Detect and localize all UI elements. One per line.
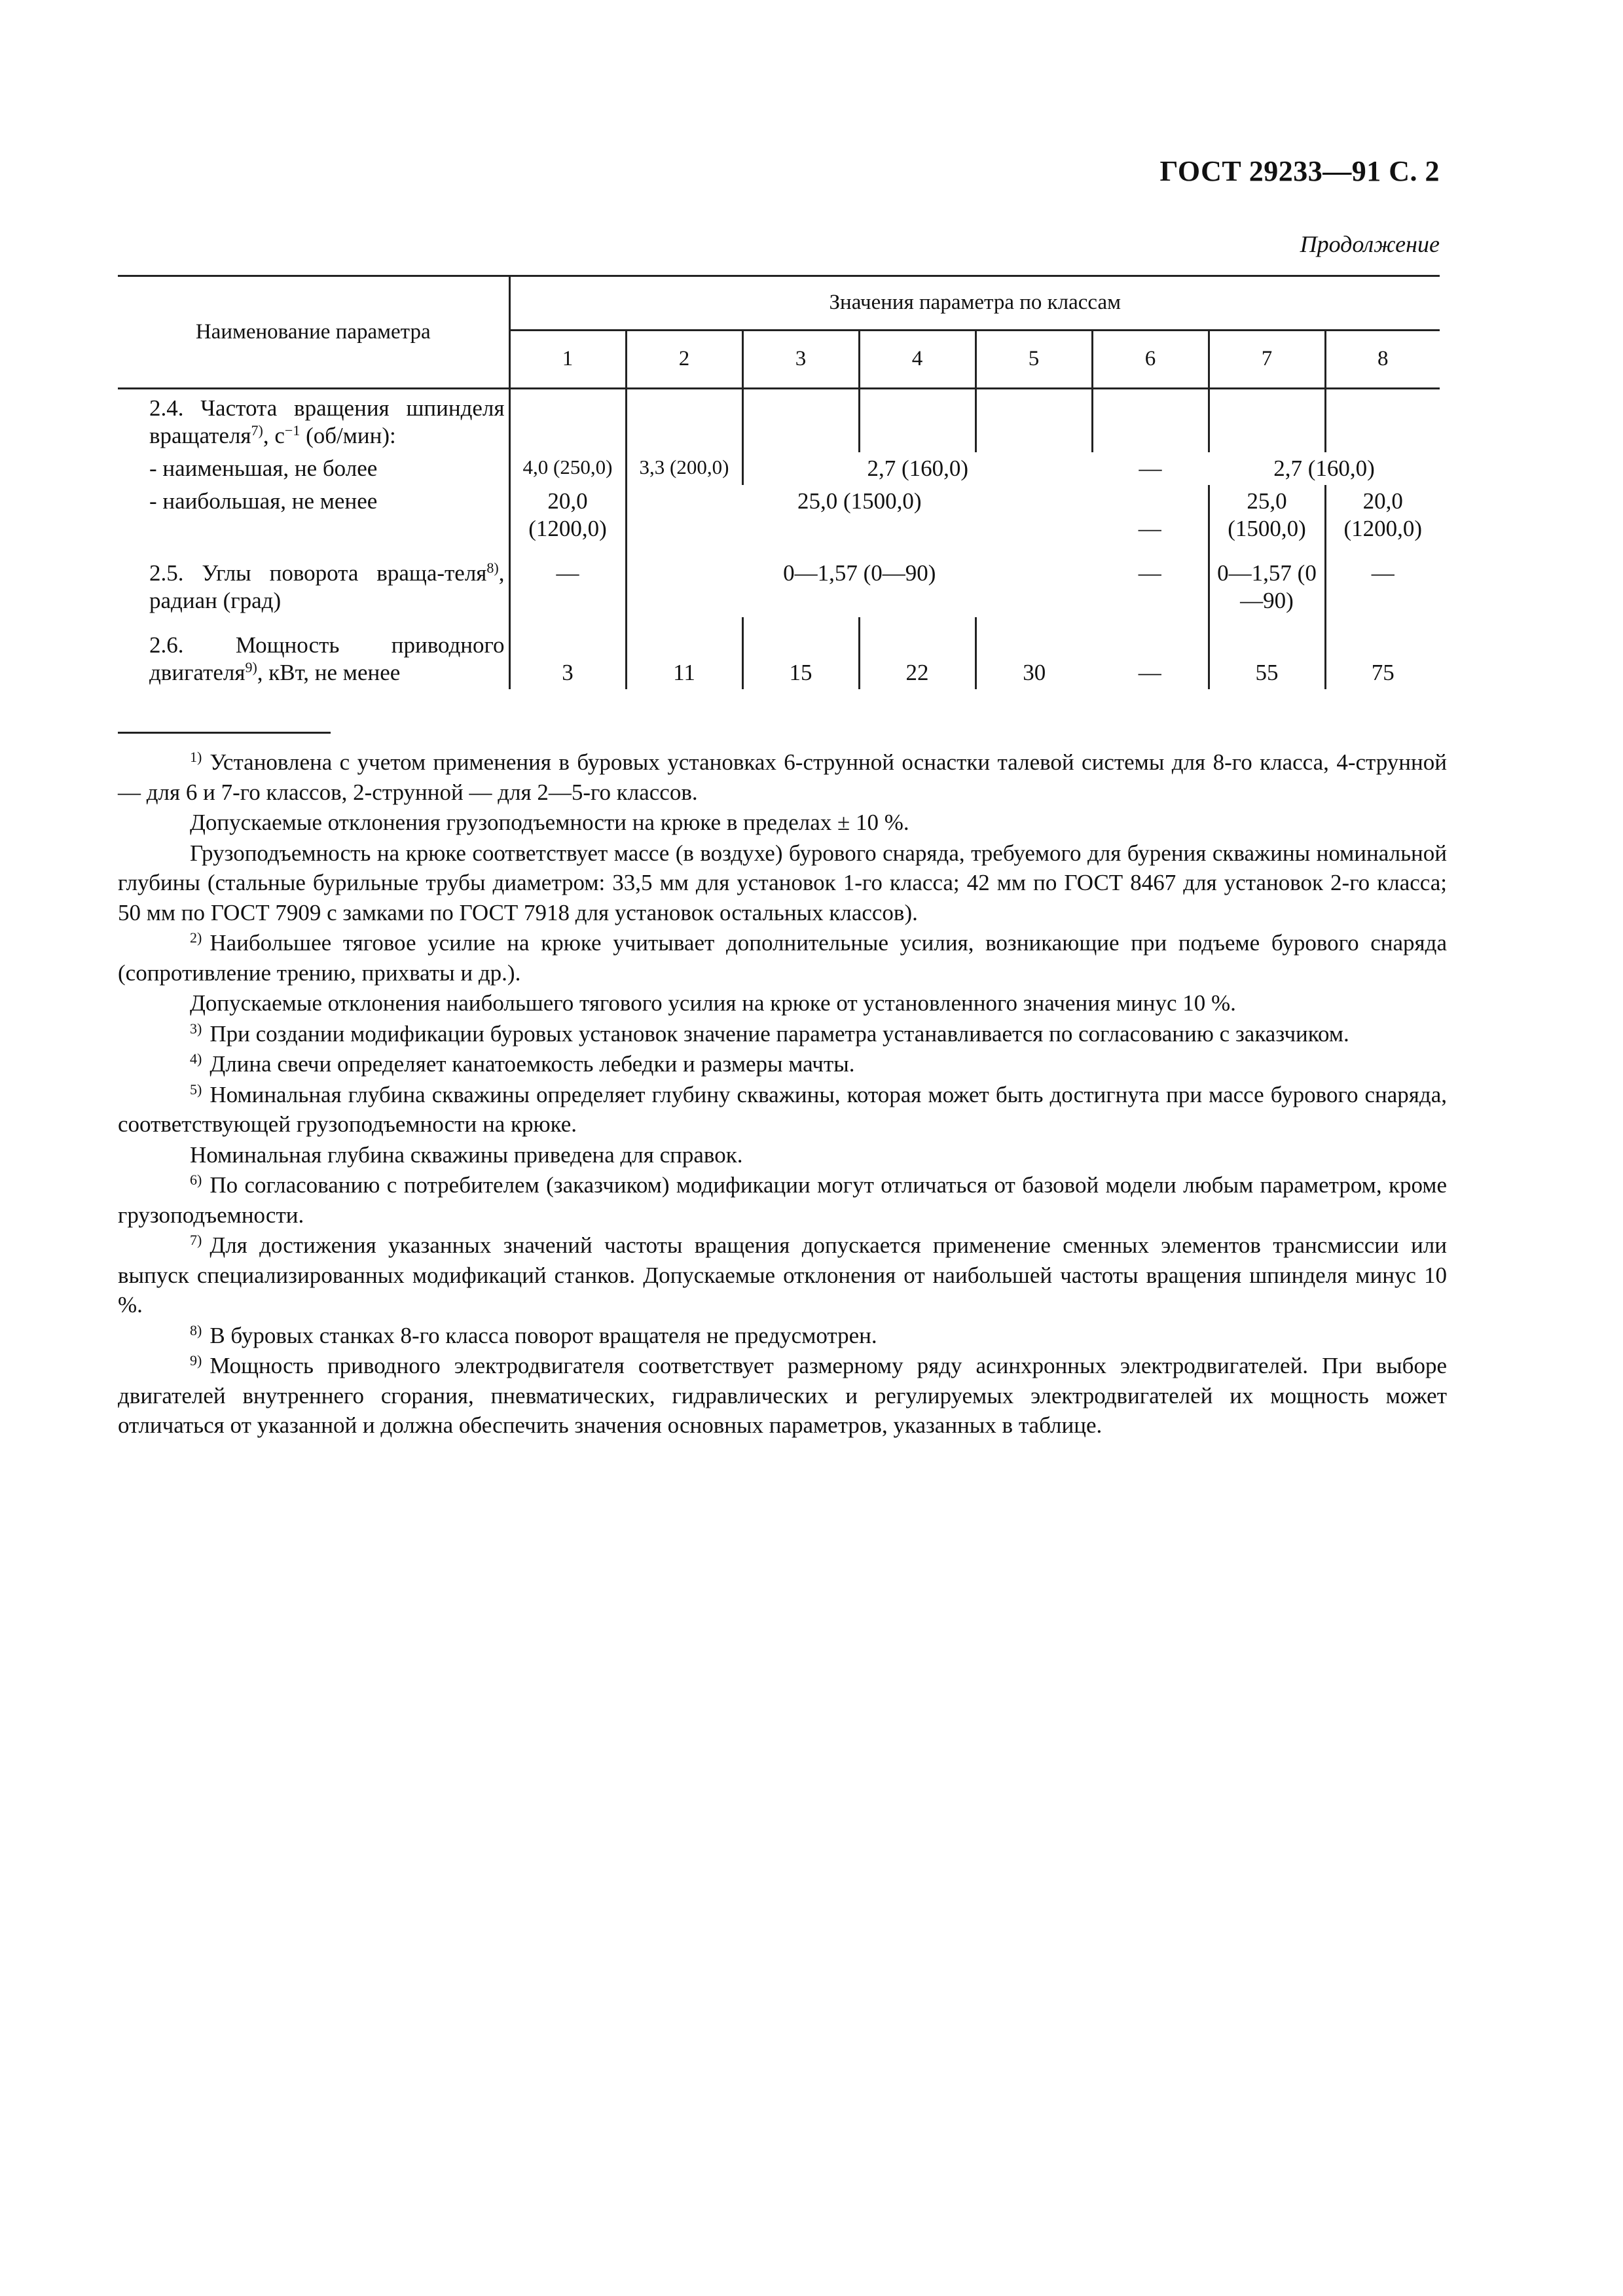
footnote-mark: 4) xyxy=(190,1050,202,1067)
param-2-4-title: 2.4. Частота вращения шпинделя вращателя$^{7)}$, $с^{-1}$ (об/мин): xyxy=(149,395,505,448)
cell-2-4-min-class-7-8: 2,7 (160,0) xyxy=(1273,456,1375,481)
cell-2-4-min-class-2: 3,3 (200,0) xyxy=(626,452,742,485)
param-2-4-max-title: - наибольшая, не менее xyxy=(149,488,378,514)
footnote: $^{2)}$ Наибольшее тяговое усилие на крюке учитывает дополнительные усилия, возникающие при подъеме бурового снаряда (сопротивление трению, прихваты и др.). xyxy=(118,929,1447,986)
table-row xyxy=(118,557,1440,617)
cell-2-4-max-class-8: 20,0 (1200,0) xyxy=(1325,485,1440,545)
cell-2-5-class-1: — xyxy=(509,557,626,617)
cell-2-6-class-7: 55 xyxy=(1209,629,1325,689)
table-row xyxy=(118,485,1440,545)
class-header-3: 3 xyxy=(742,331,859,389)
cell-2-4-max-class-6: — xyxy=(1138,516,1161,541)
footnote: $^{6)}$ По согласованию с потребителем (заказчиком) модификации могут отличаться от базовой модели любым параметром, кроме грузоподъемности. xyxy=(118,1172,1447,1228)
cell-2-6-class-2: 11 xyxy=(626,629,742,689)
cell-2-6-class-8: 75 xyxy=(1325,629,1440,689)
footnotes xyxy=(118,747,1447,1441)
parameters-table xyxy=(118,275,1440,689)
cell-2-4-max-class-7: 25,0 (1500,0) xyxy=(1209,485,1325,545)
class-header-8: 8 xyxy=(1325,331,1440,389)
footnote-mark: 5) xyxy=(190,1081,202,1098)
cell-2-5-class-8: — xyxy=(1325,557,1440,617)
cell-2-5-class-6: — xyxy=(1138,560,1161,586)
footnote-mark: 8) xyxy=(190,1321,202,1338)
class-header-7: 7 xyxy=(1209,331,1325,389)
footnote-separator xyxy=(118,732,331,734)
table-row xyxy=(118,452,1440,485)
cell-2-4-min-class-6: — xyxy=(1139,456,1162,481)
footnote: $^{5)}$ Номинальная глубина скважины определяет глубину скважины, которая может быть достигнута при массе бурового снаряда, соответствующей грузоподъемности на крюке. xyxy=(118,1081,1447,1137)
footnote: Допускаемые отклонения грузоподъемности на крюке в пределах ± 10 %. xyxy=(190,810,909,835)
footnote: Допускаемые отклонения наибольшего тягового усилия на крюке от установленного значения минус 10 %. xyxy=(190,990,1236,1016)
class-header-5: 5 xyxy=(976,331,1092,389)
class-header-4: 4 xyxy=(859,331,976,389)
cell-2-6-class-1: 3 xyxy=(509,629,626,689)
table-row xyxy=(118,629,1440,689)
cell-2-6-class-6: — xyxy=(1138,660,1161,685)
footnote-mark: 6) xyxy=(190,1172,202,1188)
class-header-1: 1 xyxy=(509,331,626,389)
footnote-mark: 1) xyxy=(190,749,202,765)
footnote: $^{7)}$ Для достижения указанных значений частоты вращения допускается применение сменных элементов трансмиссии или выпуск специализированных модификаций станков. Допускаемые отклонения от наибольшей частоты вращения шпинделя минус 10 %. xyxy=(118,1232,1447,1318)
footnote: $^{4)}$ Длина свечи определяет канатоемкость лебедки и размеры мачты. xyxy=(190,1050,855,1077)
param-2-4-min-title: - наименьшая, не более xyxy=(149,456,378,481)
footnote: $^{8)}$ В буровых станках 8-го класса поворот вращателя не предусмотрен. xyxy=(190,1321,877,1348)
document-code: ГОСТ 29233—91 С. 2 xyxy=(1159,155,1440,187)
cell-2-6-class-4: 22 xyxy=(859,629,976,689)
header-parameter-name: Наименование параметра xyxy=(118,276,509,389)
class-header-2: 2 xyxy=(626,331,742,389)
cell-2-4-min-class-3-5: 2,7 (160,0) xyxy=(742,452,1092,485)
footnote-mark: 9) xyxy=(190,1352,202,1369)
param-2-5-title: 2.5. Углы поворота враща-теля$^{8)}$, радиан (град) xyxy=(149,560,505,613)
footnote-mark: 3) xyxy=(190,1020,202,1037)
footnote-mark: 2) xyxy=(190,929,202,946)
continuation-label: Продолжение xyxy=(1300,231,1440,257)
cell-2-5-class-7: 0—1,57 (0—90) xyxy=(1209,557,1325,617)
footnote: $^{3)}$ При создании модификации буровых установок значение параметра устанавливается по согласованию с заказчиком. xyxy=(190,1020,1349,1047)
table-row xyxy=(118,389,1440,453)
cell-2-4-min-class-1: 4,0 (250,0) xyxy=(509,452,626,485)
header-class-values: Значения параметра по классам xyxy=(509,276,1440,331)
cell-2-4-max-class-1: 20,0 (1200,0) xyxy=(509,485,626,545)
param-2-6-title: 2.6. Мощность приводного двигателя$^{9)}$, кВт, не менее xyxy=(149,632,505,685)
class-header-6: 6 xyxy=(1092,331,1209,389)
cell-2-6-class-3: 15 xyxy=(742,629,859,689)
footnote: $^{1)}$ Установлена с учетом применения в буровых установках 6-струнной оснастки талевой системы для 8-го класса, 4-струнной — для 6 и 7-го классов, 2-струнной — для 2—5-го классов. xyxy=(118,749,1447,805)
footnote: Грузоподъемность на крюке соответствует массе (в воздухе) бурового снаряда, требуемого для бурения скважины номинальной глубины (стальные бурильные трубы диаметром: 33,5 мм для установок 1-го класса; 42 мм по ГОСТ 8467 для установок 2-го класса; 50 мм по ГОСТ 7909 с замками по ГОСТ 7918 для установок остальных классов). xyxy=(118,840,1447,925)
cell-2-4-max-class-2-5: 25,0 (1500,0) xyxy=(626,485,1092,545)
footnote: Номинальная глубина скважины приведена для справок. xyxy=(190,1141,743,1168)
cell-2-6-class-5: 30 xyxy=(976,629,1092,689)
cell-2-5-class-2-5: 0—1,57 (0—90) xyxy=(626,557,1092,617)
footnote: $^{9)}$ Мощность приводного электродвигателя соответствует размерному ряду асинхронных электродвигателей. При выборе двигателей внутреннего сгорания, пневматических, гидравлических и регулируемых электродвигателей их мощность может отличаться от указанной и должна обеспечить значения основных параметров, указанных в таблице. xyxy=(118,1352,1447,1438)
footnote-mark: 7) xyxy=(190,1232,202,1248)
